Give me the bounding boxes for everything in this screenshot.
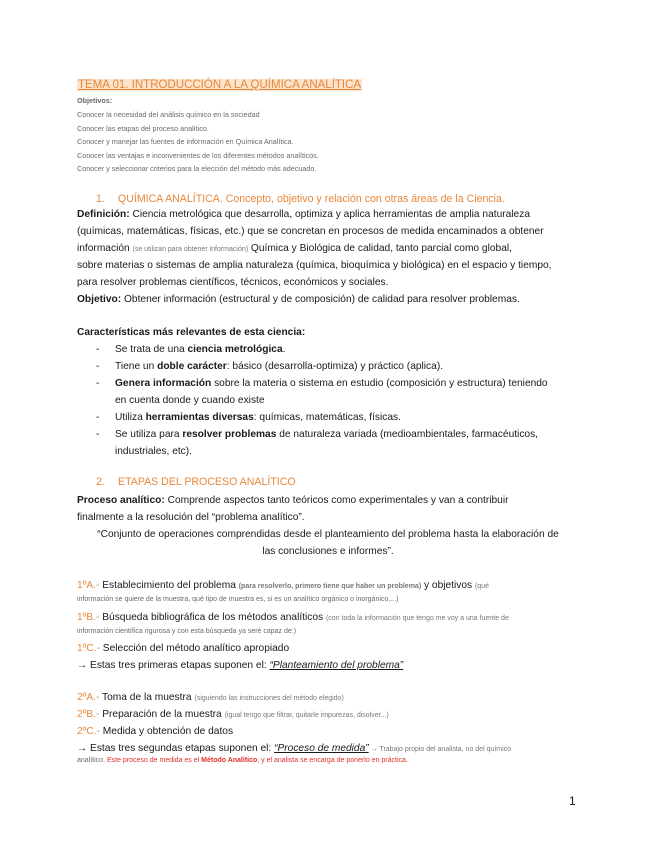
step-text: Toma de la muestra — [99, 692, 195, 703]
definition-text: información — [77, 243, 133, 254]
list-text-bold: ciencia metrológica — [187, 344, 283, 355]
definition-text: Química y Biológica de calidad, tanto parcial como global, — [248, 243, 512, 254]
characteristics-heading-text: Características más relevantes de esta ciencia: — [77, 327, 306, 338]
step-note: analítico. — [77, 757, 107, 764]
highlight-text: Este proceso de medida es el — [106, 757, 202, 764]
objective-label: Objetivo: — [77, 294, 122, 305]
definition-note: (se utilizan para obtener información) — [132, 246, 249, 253]
section-title: QUÍMICA ANALÍTICA. Concepto, objetivo y relación con otras áreas de la Ciencia. — [118, 193, 505, 205]
step-number: 1ºC.- — [77, 643, 100, 654]
list-text-bold: Genera información — [115, 378, 212, 389]
definition-line — [77, 240, 512, 258]
step-2a — [77, 689, 344, 707]
page-number: 1 — [569, 794, 576, 808]
process-label: Proceso analítico: — [77, 495, 165, 506]
step-text: Búsqueda bibliográfica de los métodos analíticos — [99, 612, 326, 623]
definition-line — [77, 206, 530, 223]
section-title: ETAPAS DEL PROCESO ANALÍTICO — [118, 476, 296, 488]
definition-line: sobre materias o sistemas de amplia naturaleza (química, bioquímica y biológica) en el espacio y tiempo, — [77, 260, 552, 271]
step-1a — [77, 577, 489, 595]
step-text: Estas tres primeras etapas suponen el: — [87, 660, 270, 671]
step-note: (igual tengo que filtrar, quitarle impurezas, disolver...) — [224, 712, 389, 719]
step-number: 2ºB.- — [77, 709, 100, 720]
stage-name: “Proceso de medida” — [274, 743, 369, 754]
definition-text: Ciencia metrológica que desarrolla, optimiza y aplica herramientas de amplia naturaleza — [129, 209, 530, 220]
objective-item: Conocer y manejar las fuentes de información en Química Analítica. — [77, 137, 294, 146]
bullet-dash: - — [96, 344, 100, 355]
process-quote: las conclusiones e informes”. — [262, 546, 394, 557]
step-2b — [77, 706, 389, 724]
process-text: Comprende aspectos tanto teóricos como experimentales y van a contribuir — [164, 495, 509, 506]
objective-item: Conocer la necesidad del análisis químico en la sociedad — [77, 110, 260, 119]
step-text: Establecimiento del problema — [99, 580, 239, 591]
objective-item: Conocer y seleccionar criterios para la elección del método más adecuado. — [77, 164, 317, 173]
list-text: Se utiliza para — [115, 429, 183, 440]
list-item-continuation: industriales, etc). — [115, 446, 193, 457]
step-note: (para resolverlo, primero tiene que haber un problema) — [238, 583, 422, 590]
step-note-line: información científica rigurosa y con esta búsqueda ya seré capaz de:) — [77, 628, 297, 635]
page-title: TEMA 01. INTRODUCCIÓN A LA QUÍMICA ANALÍTICA — [78, 79, 362, 91]
process-line: finalmente a la resolución del “problema analítico”. — [77, 512, 305, 523]
step-2c — [77, 723, 233, 740]
step-number: 1ºB.- — [77, 612, 100, 623]
step-note: (siguiendo las instrucciones del método elegido) — [194, 695, 344, 702]
section-number: 1. — [96, 193, 105, 205]
objective-text: Obtener información (estructural y de composición) de calidad para resolver problemas. — [121, 294, 520, 305]
step-text: Selección del método analítico apropiado — [99, 643, 290, 654]
step-note: (con toda la información que tengo me voy a una fuente de — [325, 615, 509, 622]
section-2-heading — [96, 476, 296, 488]
step-1c — [77, 640, 289, 657]
step-number: 2ºC.- — [77, 726, 100, 737]
list-text: sobre la materia o sistema en estudio (composición y estructura) teniendo — [211, 378, 548, 389]
arrow-icon: → — [77, 743, 88, 754]
list-text: . — [282, 344, 286, 355]
section-1-heading — [96, 193, 505, 205]
stage-2-conclusion — [77, 740, 511, 758]
section-number: 2. — [96, 476, 105, 488]
arrow-icon: → — [77, 660, 88, 671]
list-text-bold: herramientas diversas — [145, 412, 254, 423]
objective-item: Conocer las etapas del proceso analítico. — [77, 124, 209, 133]
step-number: 2ºA.- — [77, 692, 100, 703]
step-text: y objetivos — [421, 580, 475, 591]
list-item — [96, 409, 401, 426]
definition-line: para resolver problemas científicos, técnicos, económicos y sociales. — [77, 277, 389, 288]
step-note: → Trabajo propio del analista, no del químico — [368, 746, 512, 753]
list-text: Utiliza — [115, 412, 146, 423]
objectives-label: Objetivos: — [77, 96, 113, 105]
bullet-dash: - — [96, 361, 100, 372]
list-text: Tiene un — [115, 361, 158, 372]
step-text: Estas tres segundas etapas suponen el: — [87, 743, 275, 754]
stage-name: “Planteamiento del problema” — [269, 660, 404, 671]
list-text-bold: doble carácter — [157, 361, 227, 372]
list-item — [96, 426, 538, 443]
step-text: Preparación de la muestra — [99, 709, 225, 720]
list-item — [96, 341, 285, 358]
highlight-text: , y el analista se encarga de ponerlo en práctica. — [257, 757, 408, 764]
step-number: 1ºA.- — [77, 580, 100, 591]
list-item — [96, 375, 548, 392]
highlight-text-bold: Método Analítico — [201, 757, 258, 764]
bullet-dash: - — [96, 412, 100, 423]
stage-1-conclusion — [77, 657, 403, 674]
step-note: (qué — [474, 583, 489, 590]
list-text: de naturaleza variada (medioambientales, farmacéuticos, — [276, 429, 539, 440]
process-quote: “Conjunto de operaciones comprendidas desde el planteamiento del problema hasta la elaboración de — [97, 529, 559, 540]
list-text: : básico (desarrolla-optimiza) y práctico (aplica). — [226, 361, 444, 372]
list-text: Se trata de una — [115, 344, 188, 355]
list-text: : químicas, matemáticas, físicas. — [253, 412, 401, 423]
list-text-bold: resolver problemas — [182, 429, 277, 440]
objective-line — [77, 291, 520, 308]
list-item — [96, 358, 443, 375]
bullet-dash: - — [96, 429, 100, 440]
stage-2-note — [77, 757, 408, 764]
definition-line: (químicas, matemáticas, físicas, etc.) que se concretan en procesos de medida encaminados a obtener — [77, 226, 544, 237]
step-1b — [77, 609, 509, 627]
objective-item: Conocer las ventajas e inconvenientes de los diferentes métodos analíticos. — [77, 151, 319, 160]
step-note-line: información se quiere de la muestra, qué tipo de muestra es, si es un analítico orgánico o inorgánico,...) — [77, 596, 399, 603]
bullet-dash: - — [96, 378, 100, 389]
definition-label: Definición: — [77, 209, 130, 220]
step-text: Medida y obtención de datos — [99, 726, 234, 737]
characteristics-heading — [77, 324, 305, 341]
list-item-continuation: en cuenta donde y cuando existe — [115, 395, 265, 406]
process-line — [77, 492, 508, 509]
